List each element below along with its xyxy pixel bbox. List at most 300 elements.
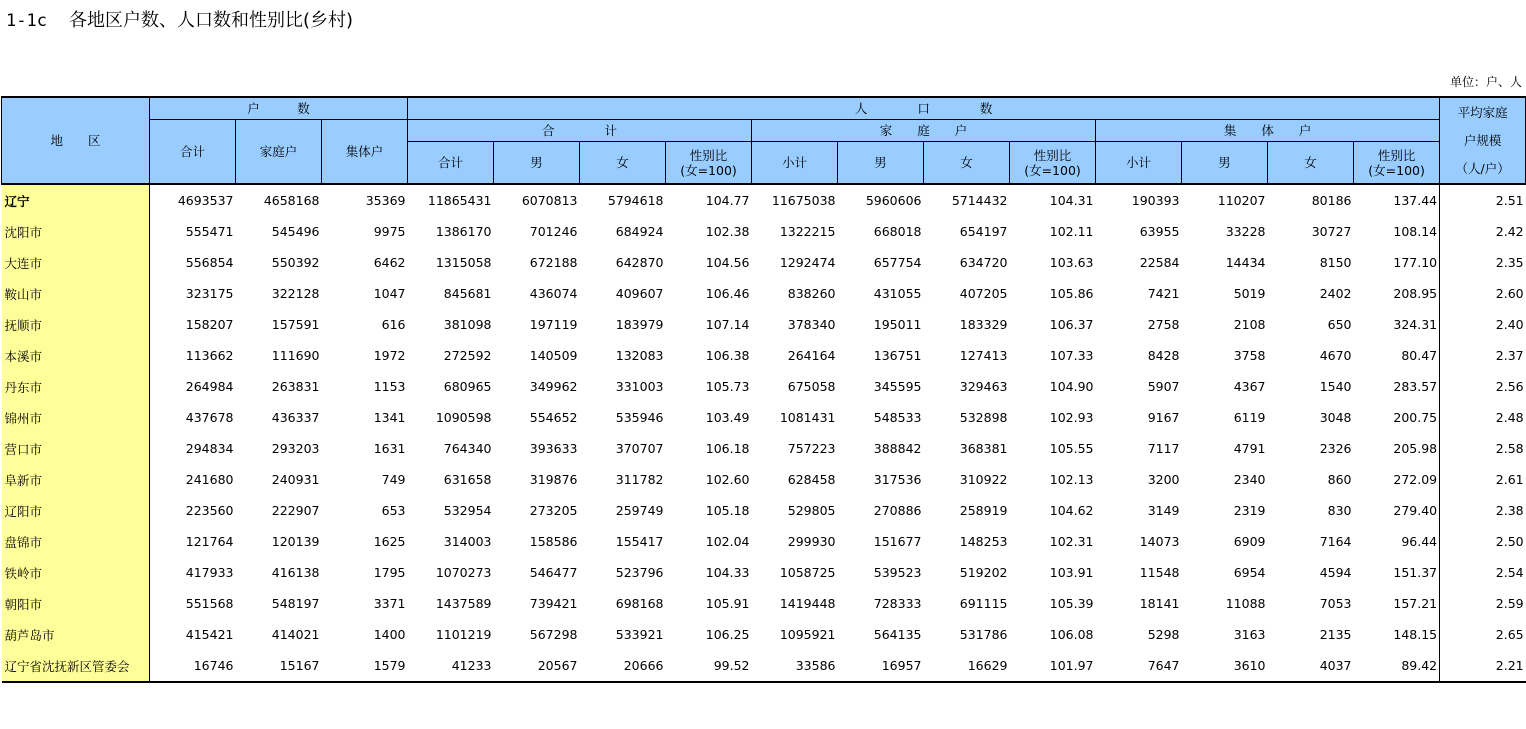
value-cell: 208.95 bbox=[1393, 286, 1438, 301]
header-avg-size-line2: 户规模 bbox=[1463, 133, 1502, 148]
value-cell: 35369 bbox=[365, 193, 406, 208]
value-cell: 728333 bbox=[873, 596, 922, 611]
value-cell: 283.57 bbox=[1393, 379, 1438, 394]
value-cell: 157591 bbox=[271, 317, 320, 332]
region-cell: 营口市 bbox=[2, 433, 150, 464]
value-cell: 16746 bbox=[193, 658, 234, 673]
value-cell: 16957 bbox=[881, 658, 922, 673]
table-title: 各地区户数、人口数和性别比(乡村) bbox=[68, 10, 353, 31]
table-number: 1-1c bbox=[6, 11, 47, 31]
value-cell: 838260 bbox=[787, 286, 836, 301]
statistics-table bbox=[1, 96, 1526, 683]
value-cell: 764340 bbox=[443, 441, 492, 456]
table-row bbox=[2, 371, 1526, 402]
value-cell: 104.77 bbox=[705, 193, 750, 208]
value-cell: 436337 bbox=[271, 410, 320, 425]
value-cell: 323175 bbox=[185, 286, 234, 301]
value-cell: 104.90 bbox=[1049, 379, 1094, 394]
value-cell: 628458 bbox=[787, 472, 836, 487]
value-cell: 535946 bbox=[615, 410, 664, 425]
value-cell: 749 bbox=[381, 472, 406, 487]
value-cell: 650 bbox=[1327, 317, 1352, 332]
value-cell: 324.31 bbox=[1393, 317, 1438, 332]
value-cell: 107.14 bbox=[705, 317, 750, 332]
value-cell: 15167 bbox=[279, 658, 320, 673]
value-cell: 120139 bbox=[271, 534, 320, 549]
value-cell: 7117 bbox=[1147, 441, 1180, 456]
value-cell: 80186 bbox=[1311, 193, 1352, 208]
value-cell: 564135 bbox=[873, 627, 922, 642]
value-cell: 11548 bbox=[1139, 565, 1180, 580]
value-cell: 105.73 bbox=[705, 379, 750, 394]
value-cell: 349962 bbox=[529, 379, 578, 394]
value-cell: 14434 bbox=[1225, 255, 1266, 270]
value-cell: 1972 bbox=[373, 348, 406, 363]
value-cell: 331003 bbox=[615, 379, 664, 394]
value-cell: 2.42 bbox=[1440, 216, 1526, 247]
value-cell: 16629 bbox=[967, 658, 1008, 673]
value-cell: 845681 bbox=[443, 286, 492, 301]
value-cell: 132083 bbox=[615, 348, 664, 363]
value-cell: 2.21 bbox=[1440, 650, 1526, 682]
value-cell: 668018 bbox=[873, 224, 922, 239]
value-cell: 5019 bbox=[1233, 286, 1266, 301]
value-cell: 6462 bbox=[373, 255, 406, 270]
value-cell: 157.21 bbox=[1393, 596, 1438, 611]
value-cell: 108.14 bbox=[1393, 224, 1438, 239]
value-cell: 378340 bbox=[787, 317, 836, 332]
value-cell: 2758 bbox=[1147, 317, 1180, 332]
value-cell: 20567 bbox=[537, 658, 578, 673]
region-cell: 本溪市 bbox=[2, 340, 150, 371]
value-cell: 523796 bbox=[615, 565, 664, 580]
value-cell: 5298 bbox=[1147, 627, 1180, 642]
value-cell: 158207 bbox=[185, 317, 234, 332]
value-cell: 89.42 bbox=[1401, 658, 1438, 673]
unit-label: 单位：户、人 bbox=[1449, 75, 1522, 89]
value-cell: 3163 bbox=[1233, 627, 1266, 642]
value-cell: 539523 bbox=[873, 565, 922, 580]
value-cell: 532898 bbox=[959, 410, 1008, 425]
table-body bbox=[2, 184, 1526, 682]
value-cell: 654197 bbox=[959, 224, 1008, 239]
value-cell: 416138 bbox=[271, 565, 320, 580]
value-cell: 414021 bbox=[271, 627, 320, 642]
value-cell: 533921 bbox=[615, 627, 664, 642]
value-cell: 4594 bbox=[1319, 565, 1352, 580]
header-hh-total: 合计 bbox=[150, 120, 236, 185]
value-cell: 311782 bbox=[615, 472, 664, 487]
value-cell: 684924 bbox=[615, 224, 664, 239]
value-cell: 1386170 bbox=[435, 224, 492, 239]
value-cell: 1341 bbox=[373, 410, 406, 425]
value-cell: 437678 bbox=[185, 410, 234, 425]
value-cell: 310922 bbox=[959, 472, 1008, 487]
value-cell: 631658 bbox=[443, 472, 492, 487]
value-cell: 99.52 bbox=[713, 658, 750, 673]
value-cell: 7164 bbox=[1319, 534, 1352, 549]
value-cell: 127413 bbox=[959, 348, 1008, 363]
region-cell: 盘锦市 bbox=[2, 526, 150, 557]
value-cell: 548197 bbox=[271, 596, 320, 611]
value-cell: 5794618 bbox=[607, 193, 664, 208]
value-cell: 556854 bbox=[185, 255, 234, 270]
region-cell: 阜新市 bbox=[2, 464, 150, 495]
value-cell: 634720 bbox=[959, 255, 1008, 270]
value-cell: 545496 bbox=[271, 224, 320, 239]
value-cell: 151.37 bbox=[1393, 565, 1438, 580]
value-cell: 2.35 bbox=[1440, 247, 1526, 278]
table-row bbox=[2, 309, 1526, 340]
region-cell: 锦州市 bbox=[2, 402, 150, 433]
value-cell: 2.59 bbox=[1440, 588, 1526, 619]
value-cell: 1437589 bbox=[435, 596, 492, 611]
value-cell: 155417 bbox=[615, 534, 664, 549]
table-header bbox=[2, 97, 1526, 184]
header-avg-household-size bbox=[1440, 97, 1526, 184]
header-avg-size-line1: 平均家庭 bbox=[1457, 105, 1508, 120]
header-family-subtotal: 小计 bbox=[752, 142, 838, 185]
value-cell: 140509 bbox=[529, 348, 578, 363]
value-cell: 345595 bbox=[873, 379, 922, 394]
header-pop-family-group: 家 庭 户 bbox=[752, 120, 1096, 142]
header-avg-size-line3: （人/户） bbox=[1455, 161, 1510, 176]
value-cell: 177.10 bbox=[1393, 255, 1438, 270]
header-hh-collective: 集体户 bbox=[322, 120, 408, 185]
value-cell: 106.46 bbox=[705, 286, 750, 301]
value-cell: 3200 bbox=[1147, 472, 1180, 487]
value-cell: 672188 bbox=[529, 255, 578, 270]
region-cell: 鞍山市 bbox=[2, 278, 150, 309]
table-row bbox=[2, 247, 1526, 278]
value-cell: 5907 bbox=[1147, 379, 1180, 394]
value-cell: 551568 bbox=[185, 596, 234, 611]
value-cell: 5960606 bbox=[865, 193, 922, 208]
value-cell: 240931 bbox=[271, 472, 320, 487]
value-cell: 1419448 bbox=[779, 596, 836, 611]
value-cell: 642870 bbox=[615, 255, 664, 270]
value-cell: 830 bbox=[1327, 503, 1352, 518]
value-cell: 757223 bbox=[787, 441, 836, 456]
value-cell: 1047 bbox=[373, 286, 406, 301]
value-cell: 4367 bbox=[1233, 379, 1266, 394]
value-cell: 393633 bbox=[529, 441, 578, 456]
region-cell: 辽阳市 bbox=[2, 495, 150, 526]
value-cell: 1095921 bbox=[779, 627, 836, 642]
value-cell: 293203 bbox=[271, 441, 320, 456]
value-cell: 148.15 bbox=[1393, 627, 1438, 642]
value-cell: 259749 bbox=[615, 503, 664, 518]
value-cell: 102.38 bbox=[705, 224, 750, 239]
value-cell: 531786 bbox=[959, 627, 1008, 642]
value-cell: 102.60 bbox=[705, 472, 750, 487]
value-cell: 701246 bbox=[529, 224, 578, 239]
header-hh-family: 家庭户 bbox=[236, 120, 322, 185]
value-cell: 9975 bbox=[373, 224, 406, 239]
value-cell: 368381 bbox=[959, 441, 1008, 456]
value-cell: 1631 bbox=[373, 441, 406, 456]
value-cell: 121764 bbox=[185, 534, 234, 549]
region-cell: 辽宁 bbox=[2, 184, 150, 216]
value-cell: 11865431 bbox=[427, 193, 492, 208]
region-cell: 抚顺市 bbox=[2, 309, 150, 340]
value-cell: 4037 bbox=[1319, 658, 1352, 673]
region-cell: 沈阳市 bbox=[2, 216, 150, 247]
table-row bbox=[2, 495, 1526, 526]
value-cell: 2.50 bbox=[1440, 526, 1526, 557]
region-cell: 铁岭市 bbox=[2, 557, 150, 588]
value-cell: 105.86 bbox=[1049, 286, 1094, 301]
value-cell: 63955 bbox=[1139, 224, 1180, 239]
header-region: 地 区 bbox=[2, 97, 150, 184]
value-cell: 370707 bbox=[615, 441, 664, 456]
header-collective-female: 女 bbox=[1268, 142, 1354, 185]
sex-ratio-label: 性别比 bbox=[689, 147, 728, 163]
value-cell: 4693537 bbox=[177, 193, 234, 208]
region-cell: 葫芦岛市 bbox=[2, 619, 150, 650]
value-cell: 1081431 bbox=[779, 410, 836, 425]
header-pop-total-sex-ratio bbox=[666, 142, 752, 185]
value-cell: 2.56 bbox=[1440, 371, 1526, 402]
value-cell: 222907 bbox=[271, 503, 320, 518]
value-cell: 529805 bbox=[787, 503, 836, 518]
header-collective-sex-ratio bbox=[1354, 142, 1440, 185]
table-row bbox=[2, 216, 1526, 247]
value-cell: 319876 bbox=[529, 472, 578, 487]
value-cell: 264164 bbox=[787, 348, 836, 363]
value-cell: 8150 bbox=[1319, 255, 1352, 270]
value-cell: 7647 bbox=[1147, 658, 1180, 673]
value-cell: 555471 bbox=[185, 224, 234, 239]
value-cell: 103.49 bbox=[705, 410, 750, 425]
value-cell: 317536 bbox=[873, 472, 922, 487]
table-row bbox=[2, 557, 1526, 588]
value-cell: 2.58 bbox=[1440, 433, 1526, 464]
value-cell: 407205 bbox=[959, 286, 1008, 301]
value-cell: 104.31 bbox=[1049, 193, 1094, 208]
value-cell: 33586 bbox=[795, 658, 836, 673]
value-cell: 272592 bbox=[443, 348, 492, 363]
header-pop-total: 合计 bbox=[408, 142, 494, 185]
value-cell: 104.56 bbox=[705, 255, 750, 270]
table-row bbox=[2, 184, 1526, 216]
value-cell: 8428 bbox=[1147, 348, 1180, 363]
value-cell: 101.97 bbox=[1049, 658, 1094, 673]
value-cell: 80.47 bbox=[1401, 348, 1438, 363]
region-cell: 辽宁省沈抚新区管委会 bbox=[2, 650, 150, 682]
value-cell: 417933 bbox=[185, 565, 234, 580]
value-cell: 14073 bbox=[1139, 534, 1180, 549]
value-cell: 195011 bbox=[873, 317, 922, 332]
value-cell: 4791 bbox=[1233, 441, 1266, 456]
value-cell: 550392 bbox=[271, 255, 320, 270]
sex-ratio-base: (女=100) bbox=[680, 162, 737, 178]
table-row bbox=[2, 433, 1526, 464]
value-cell: 105.55 bbox=[1049, 441, 1094, 456]
value-cell: 1625 bbox=[373, 534, 406, 549]
value-cell: 294834 bbox=[185, 441, 234, 456]
value-cell: 2319 bbox=[1233, 503, 1266, 518]
value-cell: 241680 bbox=[185, 472, 234, 487]
value-cell: 137.44 bbox=[1393, 193, 1438, 208]
value-cell: 183329 bbox=[959, 317, 1008, 332]
value-cell: 675058 bbox=[787, 379, 836, 394]
value-cell: 263831 bbox=[271, 379, 320, 394]
value-cell: 1400 bbox=[373, 627, 406, 642]
value-cell: 106.18 bbox=[705, 441, 750, 456]
value-cell: 7053 bbox=[1319, 596, 1352, 611]
value-cell: 11675038 bbox=[771, 193, 836, 208]
value-cell: 2.65 bbox=[1440, 619, 1526, 650]
value-cell: 2.61 bbox=[1440, 464, 1526, 495]
value-cell: 554652 bbox=[529, 410, 578, 425]
value-cell: 3758 bbox=[1233, 348, 1266, 363]
value-cell: 653 bbox=[381, 503, 406, 518]
value-cell: 698168 bbox=[615, 596, 664, 611]
value-cell: 1540 bbox=[1319, 379, 1352, 394]
value-cell: 30727 bbox=[1311, 224, 1352, 239]
header-households-group: 户 数 bbox=[150, 97, 408, 120]
region-cell: 丹东市 bbox=[2, 371, 150, 402]
header-collective-subtotal: 小计 bbox=[1096, 142, 1182, 185]
value-cell: 106.38 bbox=[705, 348, 750, 363]
value-cell: 190393 bbox=[1131, 193, 1180, 208]
value-cell: 273205 bbox=[529, 503, 578, 518]
value-cell: 3371 bbox=[373, 596, 406, 611]
value-cell: 415421 bbox=[185, 627, 234, 642]
value-cell: 200.75 bbox=[1393, 410, 1438, 425]
value-cell: 197119 bbox=[529, 317, 578, 332]
table-row bbox=[2, 464, 1526, 495]
value-cell: 431055 bbox=[873, 286, 922, 301]
value-cell: 388842 bbox=[873, 441, 922, 456]
value-cell: 2402 bbox=[1319, 286, 1352, 301]
value-cell: 2340 bbox=[1233, 472, 1266, 487]
value-cell: 3149 bbox=[1147, 503, 1180, 518]
value-cell: 6119 bbox=[1233, 410, 1266, 425]
value-cell: 1058725 bbox=[779, 565, 836, 580]
table-row bbox=[2, 402, 1526, 433]
value-cell: 20666 bbox=[623, 658, 664, 673]
value-cell: 105.39 bbox=[1049, 596, 1094, 611]
value-cell: 9167 bbox=[1147, 410, 1180, 425]
value-cell: 272.09 bbox=[1393, 472, 1438, 487]
value-cell: 113662 bbox=[185, 348, 234, 363]
table-row bbox=[2, 588, 1526, 619]
value-cell: 106.08 bbox=[1049, 627, 1094, 642]
value-cell: 33228 bbox=[1225, 224, 1266, 239]
value-cell: 1292474 bbox=[779, 255, 836, 270]
value-cell: 2108 bbox=[1233, 317, 1266, 332]
table-row bbox=[2, 526, 1526, 557]
value-cell: 739421 bbox=[529, 596, 578, 611]
value-cell: 151677 bbox=[873, 534, 922, 549]
value-cell: 4658168 bbox=[263, 193, 320, 208]
value-cell: 6070813 bbox=[521, 193, 578, 208]
value-cell: 1315058 bbox=[435, 255, 492, 270]
value-cell: 322128 bbox=[271, 286, 320, 301]
value-cell: 102.11 bbox=[1049, 224, 1094, 239]
value-cell: 436074 bbox=[529, 286, 578, 301]
value-cell: 680965 bbox=[443, 379, 492, 394]
value-cell: 136751 bbox=[873, 348, 922, 363]
value-cell: 103.63 bbox=[1049, 255, 1094, 270]
header-family-male: 男 bbox=[838, 142, 924, 185]
value-cell: 158586 bbox=[529, 534, 578, 549]
page-title bbox=[6, 6, 353, 32]
value-cell: 18141 bbox=[1139, 596, 1180, 611]
value-cell: 4670 bbox=[1319, 348, 1352, 363]
value-cell: 1795 bbox=[373, 565, 406, 580]
value-cell: 270886 bbox=[873, 503, 922, 518]
sex-ratio-base: (女=100) bbox=[1368, 162, 1425, 178]
value-cell: 6954 bbox=[1233, 565, 1266, 580]
value-cell: 96.44 bbox=[1401, 534, 1438, 549]
value-cell: 22584 bbox=[1139, 255, 1180, 270]
value-cell: 107.33 bbox=[1049, 348, 1094, 363]
value-cell: 105.91 bbox=[705, 596, 750, 611]
value-cell: 103.91 bbox=[1049, 565, 1094, 580]
value-cell: 546477 bbox=[529, 565, 578, 580]
value-cell: 381098 bbox=[443, 317, 492, 332]
header-pop-total-female: 女 bbox=[580, 142, 666, 185]
header-pop-total-group: 合 计 bbox=[408, 120, 752, 142]
value-cell: 6909 bbox=[1233, 534, 1266, 549]
value-cell: 2.48 bbox=[1440, 402, 1526, 433]
table-row bbox=[2, 340, 1526, 371]
table-row bbox=[2, 278, 1526, 309]
sex-ratio-label: 性别比 bbox=[1377, 147, 1416, 163]
value-cell: 2326 bbox=[1319, 441, 1352, 456]
value-cell: 104.33 bbox=[705, 565, 750, 580]
header-family-sex-ratio bbox=[1010, 142, 1096, 185]
value-cell: 691115 bbox=[959, 596, 1008, 611]
value-cell: 102.13 bbox=[1049, 472, 1094, 487]
value-cell: 3048 bbox=[1319, 410, 1352, 425]
header-pop-collective-group: 集 体 户 bbox=[1096, 120, 1440, 142]
value-cell: 5714432 bbox=[951, 193, 1008, 208]
header-pop-total-male: 男 bbox=[494, 142, 580, 185]
value-cell: 104.62 bbox=[1049, 503, 1094, 518]
value-cell: 110207 bbox=[1217, 193, 1266, 208]
region-cell: 大连市 bbox=[2, 247, 150, 278]
sex-ratio-label: 性别比 bbox=[1033, 147, 1072, 163]
value-cell: 2.40 bbox=[1440, 309, 1526, 340]
header-family-female: 女 bbox=[924, 142, 1010, 185]
value-cell: 314003 bbox=[443, 534, 492, 549]
value-cell: 7421 bbox=[1147, 286, 1180, 301]
value-cell: 102.31 bbox=[1049, 534, 1094, 549]
value-cell: 2.60 bbox=[1440, 278, 1526, 309]
value-cell: 1153 bbox=[373, 379, 406, 394]
value-cell: 657754 bbox=[873, 255, 922, 270]
value-cell: 223560 bbox=[185, 503, 234, 518]
value-cell: 3610 bbox=[1233, 658, 1266, 673]
value-cell: 1070273 bbox=[435, 565, 492, 580]
value-cell: 329463 bbox=[959, 379, 1008, 394]
region-cell: 朝阳市 bbox=[2, 588, 150, 619]
value-cell: 616 bbox=[381, 317, 406, 332]
value-cell: 111690 bbox=[271, 348, 320, 363]
value-cell: 1101219 bbox=[435, 627, 492, 642]
value-cell: 11088 bbox=[1225, 596, 1266, 611]
table-row bbox=[2, 650, 1526, 682]
value-cell: 299930 bbox=[787, 534, 836, 549]
value-cell: 409607 bbox=[615, 286, 664, 301]
value-cell: 105.18 bbox=[705, 503, 750, 518]
value-cell: 264984 bbox=[185, 379, 234, 394]
value-cell: 102.04 bbox=[705, 534, 750, 549]
